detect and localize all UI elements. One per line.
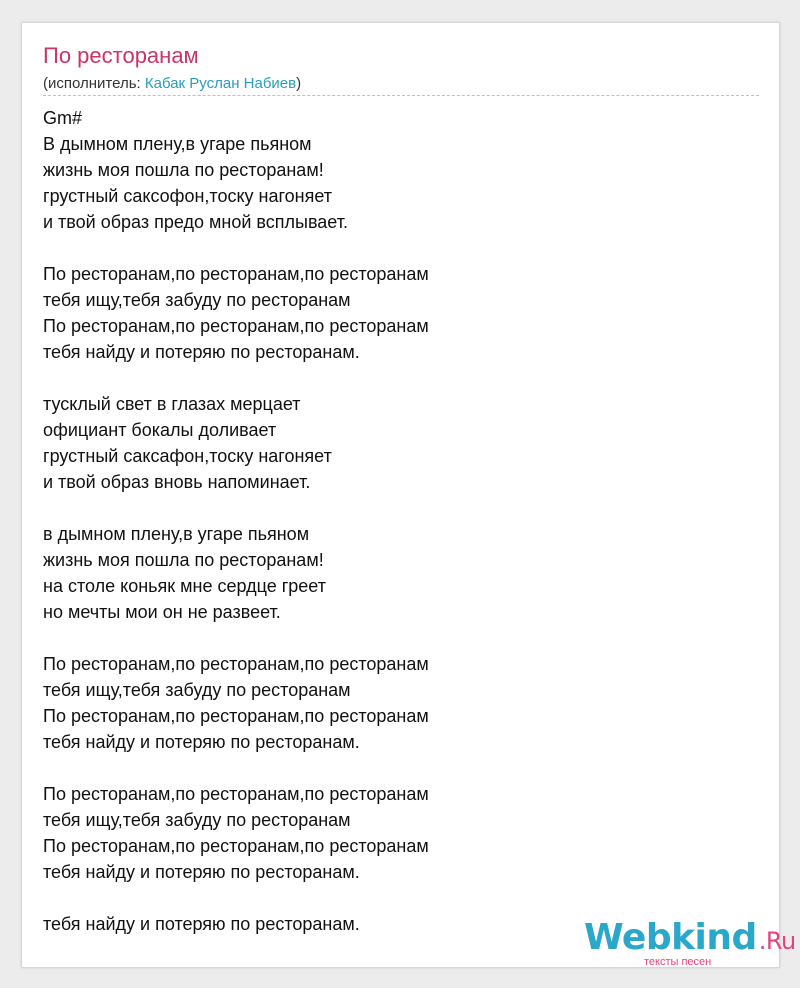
brand-name: Webkind xyxy=(584,917,757,958)
lyric-line: тебя найду и потеряю по ресторанам. xyxy=(43,862,360,882)
lyric-line: По ресторанам,по ресторанам,по ресторанам xyxy=(43,836,429,856)
lyric-line: тебя ищу,тебя забуду по ресторанам xyxy=(43,810,351,830)
lyric-line: жизнь моя пошла по ресторанам! xyxy=(43,550,324,570)
lyric-line: официант бокалы доливает xyxy=(43,420,277,440)
artist-suffix: ) xyxy=(296,75,302,92)
lyric-line: жизнь моя пошла по ресторанам! xyxy=(43,160,324,180)
lyric-line: в дымном плену,в угаре пьяном xyxy=(43,524,310,544)
lyric-line: тебя ищу,тебя забуду по ресторанам xyxy=(43,290,351,310)
lyric-line: тебя найду и потеряю по ресторанам. xyxy=(43,342,360,362)
dashed-divider xyxy=(43,95,759,96)
lyric-line: тебя найду и потеряю по ресторанам. xyxy=(43,732,360,752)
lyric-line: По ресторанам,по ресторанам,по ресторанам xyxy=(43,316,429,336)
lyric-line: По ресторанам,по ресторанам,по ресторанам xyxy=(43,706,429,726)
lyric-line: и твой образ вновь напоминает. xyxy=(43,472,311,492)
lyric-line: По ресторанам,по ресторанам,по ресторанам xyxy=(43,654,429,674)
lyric-line: на столе коньяк мне сердце греет xyxy=(43,576,326,596)
lyric-line: В дымном плену,в угаре пьяном xyxy=(43,134,312,154)
lyric-line: грустный саксафон,тоску нагоняет xyxy=(43,446,332,466)
lyric-blank-line xyxy=(43,235,429,261)
artist-link[interactable]: Кабак Руслан Набиев xyxy=(144,75,297,92)
lyric-line: тебя ищу,тебя забуду по ресторанам xyxy=(43,680,351,700)
lyrics-card xyxy=(21,22,796,968)
lyric-line: По ресторанам,по ресторанам,по ресторанам xyxy=(43,264,429,284)
lyric-line: тусклый свет в глазах мерцает xyxy=(43,394,301,414)
webkind-watermark xyxy=(584,917,796,968)
lyric-blank-line xyxy=(43,625,429,651)
brand-tld: .Ru xyxy=(758,927,796,955)
lyric-line: тебя найду и потеряю по ресторанам. xyxy=(43,914,360,934)
artist-line xyxy=(43,75,301,92)
lyric-line: грустный саксофон,тоску нагоняет xyxy=(43,186,333,206)
lyric-blank-line xyxy=(43,495,429,521)
lyrics-text xyxy=(43,105,429,937)
lyric-line: Gm# xyxy=(43,108,83,128)
brand-logo xyxy=(584,918,796,961)
brand-tagline: тексты песен xyxy=(644,956,712,968)
lyric-line: и твой образ предо мной всплывает. xyxy=(43,212,348,232)
lyric-blank-line xyxy=(43,885,429,911)
lyric-blank-line xyxy=(43,755,429,781)
lyric-line: По ресторанам,по ресторанам,по ресторанам xyxy=(43,784,429,804)
song-title: По ресторанам xyxy=(43,43,199,68)
artist-prefix: (исполнитель: xyxy=(43,75,145,92)
lyric-line: но мечты мои он не развеет. xyxy=(43,602,281,622)
lyric-blank-line xyxy=(43,365,429,391)
